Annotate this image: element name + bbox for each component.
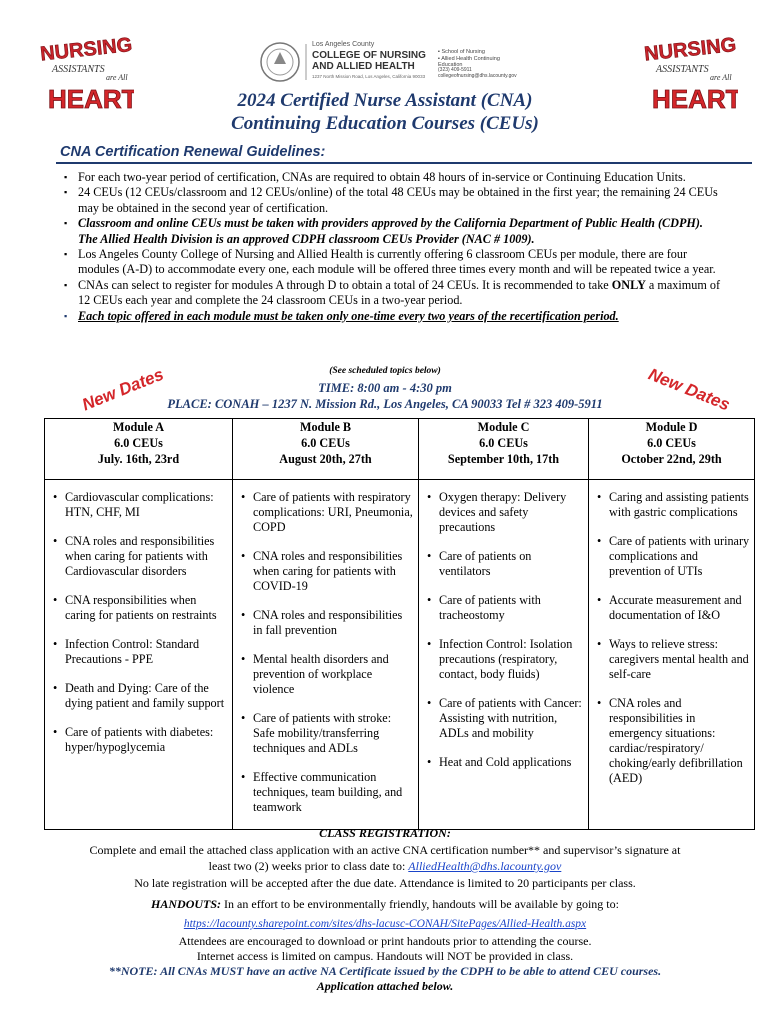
application-note: Application attached below. bbox=[316, 979, 454, 993]
college-bullet2: ▪ Allied Health Continuing Education bbox=[438, 56, 500, 68]
registration-line2: least two (2) weeks prior to class date to: AlliedHealth@dhs.lacounty.gov bbox=[208, 859, 562, 873]
topic-item: • CNA roles and responsibilities in emergency situations: cardiac/respiratory/ choking/early defibrillation (AED) bbox=[609, 696, 750, 786]
guideline-item: ▪ For each two-year period of certification, CNAs are required to obtain 48 hours of in-service or Continuing Education Units. bbox=[62, 170, 722, 185]
module-a-header: Module A 6.0 CEUs July. 16th, 23rd bbox=[45, 419, 233, 480]
svg-text:HEART: HEART bbox=[652, 84, 738, 114]
handouts-line: HANDOUTS: In an effort to be environmentally friendly, handouts will be available by going to: bbox=[151, 897, 619, 911]
topic-item: • Death and Dying: Care of the dying patient and family support bbox=[65, 681, 228, 711]
college-address: 1237 North Mission Road, Los Angeles, California 90033 bbox=[312, 74, 426, 79]
topic-item: • Care of patients on ventilators bbox=[439, 549, 584, 579]
module-b-topics bbox=[233, 480, 419, 830]
new-dates-badge-left: New Dates bbox=[79, 364, 167, 415]
svg-text:HEART: HEART bbox=[48, 84, 134, 114]
topic-item: • CNA roles and responsibilities in fall prevention bbox=[253, 608, 414, 638]
topic-item: • Care of patients with tracheostomy bbox=[439, 593, 584, 623]
topic-item: • CNA roles and responsibilities when caring for patients with Cardiovascular disorders bbox=[65, 534, 228, 579]
svg-text:ASSISTANTS: ASSISTANTS bbox=[656, 64, 709, 75]
college-phone: (323) 409-5911 bbox=[438, 67, 472, 73]
handouts-line5: Internet access is limited on campus. Handouts will NOT be provided in class. bbox=[196, 949, 574, 963]
guideline-item: ▪ CNAs can select to register for modules A through D to obtain a total of 24 CEUs. It is recommended to take ONLY a maximum of 12 CEUs each year and complete the 24 classroom CEUs in a two-year period. bbox=[62, 278, 722, 309]
module-d-header: Module D 6.0 CEUs October 22nd, 29th bbox=[589, 419, 755, 480]
topic-item: • Care of patients with diabetes: hyper/hypoglycemia bbox=[65, 725, 228, 755]
modules-table bbox=[44, 418, 755, 830]
topic-item: • Caring and assisting patients with gastric complications bbox=[609, 490, 750, 520]
guideline-item: ▪ 24 CEUs (12 CEUs/classroom and 12 CEUs/online) of the total 48 CEUs may be obtained in the first year; the remaining 24 CEUs may be obtained in the second year of certification. bbox=[62, 185, 722, 216]
heading-rule bbox=[56, 162, 752, 164]
topic-item: • Care of patients with urinary complications and prevention of UTIs bbox=[609, 534, 750, 579]
topic-item: • Effective communication techniques, team building, and teamwork bbox=[253, 770, 414, 815]
module-d-topics bbox=[589, 480, 755, 830]
svg-text:NURSING: NURSING bbox=[39, 34, 134, 66]
svg-text:ASSISTANTS: ASSISTANTS bbox=[52, 64, 105, 75]
handouts-url-row bbox=[0, 918, 770, 930]
schedule-note: (See scheduled topics below) bbox=[329, 366, 441, 376]
topic-item: • Infection Control: Standard Precautions - PPE bbox=[65, 637, 228, 667]
topic-item: • Care of patients with respiratory complications: URI, Pneumonia, COPD bbox=[253, 490, 414, 535]
topic-item: • Cardiovascular complications: HTN, CHF, MI bbox=[65, 490, 228, 520]
guideline-item: ▪ Classroom and online CEUs must be taken with providers approved by the California Department of Public Health (CDPH). The Allied Health Division is an approved CDPH classroom CEUs Provider (NAC # 1009). bbox=[62, 216, 722, 247]
topic-item: • Heat and Cold applications bbox=[439, 755, 584, 770]
topic-item: • Oxygen therapy: Delivery devices and safety precautions bbox=[439, 490, 584, 535]
page-title-line1: 2024 Certified Nurse Assistant (CNA) bbox=[237, 90, 533, 111]
page-title-line2: Continuing Education Courses (CEUs) bbox=[231, 113, 539, 134]
college-line2: COLLEGE OF NURSING bbox=[312, 50, 426, 61]
topic-item: • Mental health disorders and prevention of workplace violence bbox=[253, 652, 414, 697]
guidelines-list bbox=[62, 170, 722, 324]
new-dates-badge-right: New Dates bbox=[645, 364, 733, 415]
guideline-item: ▪ Los Angeles County College of Nursing and Allied Health is currently offering 6 classroom CEUs per module, there are four modules (A-D) to accommodate every one, each module will be offered three times every month and will be repeated twice a year. bbox=[62, 247, 722, 278]
topic-item: • Infection Control: Isolation precautions (respiratory, contact, body fluids) bbox=[439, 637, 584, 682]
module-c-topics bbox=[419, 480, 589, 830]
topic-item: • CNA roles and responsibilities when caring for patients with COVID-19 bbox=[253, 549, 414, 594]
module-a-topics bbox=[45, 480, 233, 830]
registration-heading: CLASS REGISTRATION: bbox=[319, 826, 451, 840]
registration-email-link[interactable]: AlliedHealth@dhs.lacounty.gov bbox=[408, 859, 562, 873]
certificate-note: **NOTE: All CNAs MUST have an active NA Certificate issued by the CDPH to be able to attend CEU courses. bbox=[108, 964, 662, 978]
college-logo bbox=[258, 40, 523, 84]
schedule-place: PLACE: CONAH – 1237 N. Mission Rd., Los Angeles, CA 90033 Tel # 323 409-5911 bbox=[167, 397, 603, 411]
topic-item: • Ways to relieve stress: caregivers mental health and self-care bbox=[609, 637, 750, 682]
college-email: collegeofnursing@dhs.lacounty.gov bbox=[438, 73, 517, 79]
handouts-url-link[interactable]: https://lacounty.sharepoint.com/sites/dhs-lacusc-CONAH/SitePages/Allied-Health.aspx bbox=[183, 918, 587, 930]
svg-text:NURSING: NURSING bbox=[643, 34, 738, 66]
college-line1: Los Angeles County bbox=[312, 41, 375, 48]
topic-item: • Care of patients with stroke: Safe mobility/transferring techniques and ADLs bbox=[253, 711, 414, 756]
registration-line1: Complete and email the attached class application with an active CNA certification number** and supervisor’s signature at bbox=[89, 843, 681, 857]
college-line3: AND ALLIED HEALTH bbox=[312, 61, 415, 72]
registration-line3: No late registration will be accepted after the due date. Attendance is limited to 20 participants per class. bbox=[134, 876, 636, 890]
topic-item: • Accurate measurement and documentation of I&O bbox=[609, 593, 750, 623]
topic-item: • Care of patients with Cancer: Assisting with nutrition, ADLs and mobility bbox=[439, 696, 584, 741]
module-b-header: Module B 6.0 CEUs August 20th, 27th bbox=[233, 419, 419, 480]
college-bullet1: ▪ School of Nursing bbox=[438, 49, 485, 55]
guidelines-heading: CNA Certification Renewal Guidelines: bbox=[60, 144, 326, 160]
svg-text:are All: are All bbox=[106, 73, 128, 82]
guideline-item: ▪ Each topic offered in each module must be taken only one-time every two years of the recertification period. bbox=[62, 309, 722, 324]
topic-item: • CNA responsibilities when caring for patients on restraints bbox=[65, 593, 228, 623]
schedule-time: TIME: 8:00 am - 4:30 pm bbox=[318, 381, 452, 395]
module-c-header: Module C 6.0 CEUs September 10th, 17th bbox=[419, 419, 589, 480]
svg-text:are All: are All bbox=[710, 73, 732, 82]
handouts-line4: Attendees are encouraged to download or print handouts prior to attending the course. bbox=[178, 934, 592, 948]
